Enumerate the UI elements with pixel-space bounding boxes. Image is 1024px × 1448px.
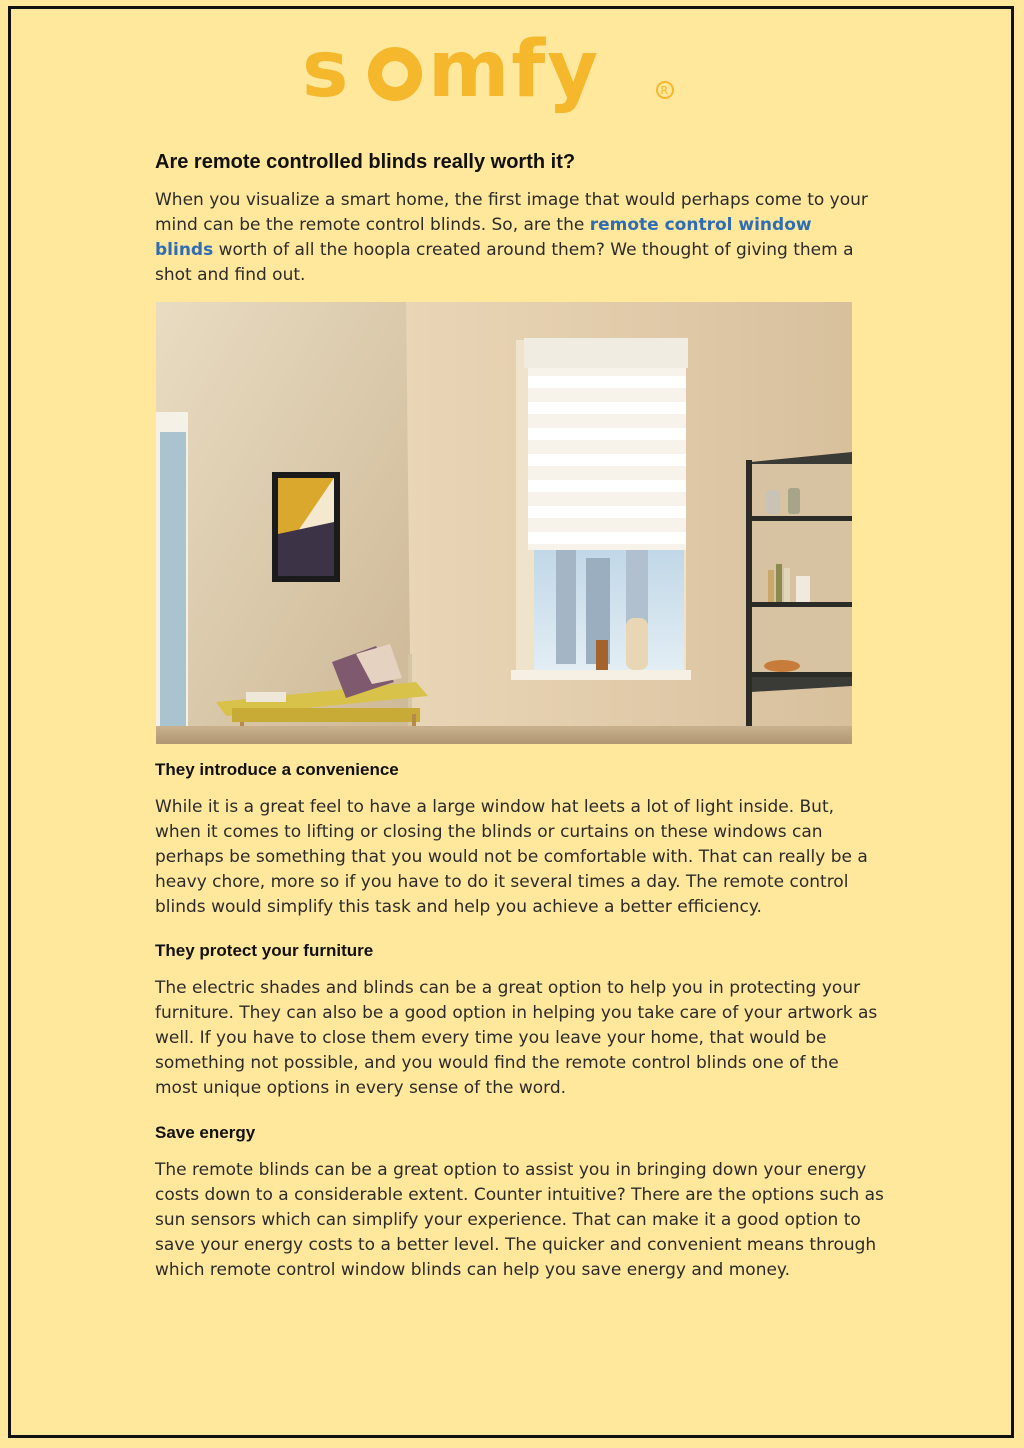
section-protect-furniture: [155, 940, 885, 1101]
somfy-logo-graphic: [300, 26, 680, 122]
article-title: Are remote controlled blinds really worth it?: [155, 151, 576, 173]
svg-text:s: s: [302, 26, 351, 115]
section-heading: They protect your furniture: [155, 941, 374, 960]
section-heading: Save energy: [155, 1123, 256, 1142]
section-body: While it is a great feel to have a large window hat leets a lot of light inside. But, when it comes to lifting or closing the blinds or curtains on these windows can perhaps be something that you would not be comfortable with. That can really be a heavy chore, more so if you have to do it several times a day. The remote control blinds would simplify this task and help you achieve a better efficiency.: [155, 797, 868, 917]
section-heading: They introduce a convenience: [155, 760, 399, 779]
room-interior-image: [156, 302, 852, 744]
section-convenience: [155, 759, 885, 920]
article-intro: [155, 188, 875, 288]
section-body: The electric shades and blinds can be a great option to help you in protecting your furniture. They can also be a good option in helping you take care of your artwork as well. If you have to close them every time you leave your home, that would be something not possible, and you would find the remote control blinds one of the most unique options in every sense of the word.: [155, 978, 878, 1098]
remote-control-window-blinds-link[interactable]: remote control window blinds: [155, 215, 812, 260]
section-body: The remote blinds can be a great option to assist you in bringing down your energy costs down to a considerable extent. Counter intuitive? There are the options such as sun sensors which can simplify your experience. That can make it a good option to save your energy costs to a better level. The quicker and convenient means through which remote control window blinds can help you save energy and money.: [155, 1160, 884, 1280]
svg-text:mfy: mfy: [428, 26, 601, 115]
somfy-logo[interactable]: [300, 26, 680, 122]
intro-text-after: worth of all the hoopla created around them? We thought of giving them a shot and find out.: [155, 240, 854, 285]
intro-text-before: When you visualize a smart home, the first image that would perhaps come to your mind can be the remote control blinds. So, are the: [155, 190, 868, 235]
section-save-energy: [155, 1122, 885, 1283]
svg-text:R: R: [660, 84, 669, 97]
